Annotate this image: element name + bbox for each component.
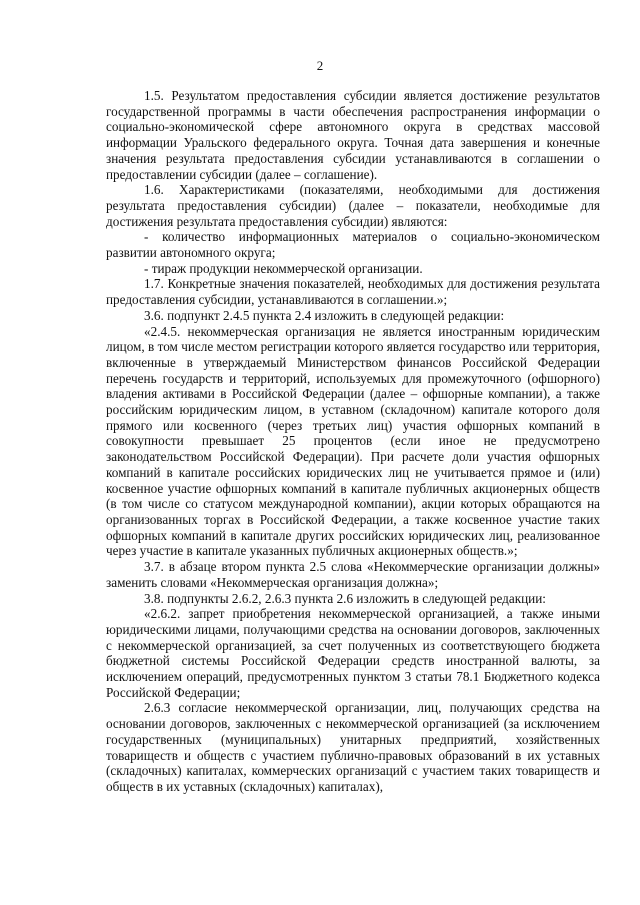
paragraph-3-7: 3.7. в абзаце втором пункта 2.5 слова «Некоммерческие организации должны» заменить словами «Некоммерческая организация должна»; [106, 559, 600, 590]
paragraph-3-6: 3.6. подпункт 2.4.5 пункта 2.4 изложить в следующей редакции: [144, 307, 505, 323]
paragraph-1-7: 1.7. Конкретные значения показателей, необходимых для достижения результата предоставления субсидии, устанавливаются в соглашении.»; [106, 276, 600, 308]
list-item-materials-count: - количество информационных материалов о социально-экономическом развитии автономного округа; [106, 229, 600, 261]
paragraph-1-5: 1.5. Результатом предоставления субсидии является достижение результатов государственной программы в части обеспечения распространения информации о социально-экономической сфере автономного округа в средствах массовой информации Уральского федерального округа. Точная дата завершения и конечные значения результата предоставления субсидии устанавливаются в соглашении о предоставлении субсидии (далее – соглашение). [106, 88, 600, 182]
list-item-circulation: - тираж продукции некоммерческой организации. [144, 260, 423, 276]
paragraph-1-6: 1.6. Характеристиками (показателями, необходимыми для достижения результата предоставления субсидии) (далее – показатели, необходимые для достижения результата предоставления субсидии) являются: [106, 182, 600, 229]
paragraph-2-4-5: «2.4.5. некоммерческая организация не является иностранным юридическим лицом, в том числе местом регистрации которого является государство или территория, включенные в утверждаемый Министерством финансов Российской Федерации перечень государств и территорий, используемых для промежуточного (офшорного) владения активами в Российской Федерации (далее – офшорные компании), а также российским юридическим лицом, в уставном (складочном) капитале которого доля прямого или косвенного (через третьих лиц) участия офшорных компаний в совокупности превышает 25 процентов (если иное не предусмотрено законодательством Российской Федерации). При расчете доли участия офшорных компаний в капитале российских юридических лиц не учитывается прямое и (или) косвенное участие офшорных компаний в капитале публичных акционерных обществ (в том числе со статусом международной компании), акции которых обращаются на организованных торгах в Российской Федерации, а также косвенное участие таких офшорных компаний в капитале других российских юридических лиц, реализованное через участие в капитале указанных публичных акционерных обществ.»; [106, 323, 600, 559]
page-number: 2 [316, 58, 324, 73]
document-body [106, 88, 600, 795]
paragraph-3-8: 3.8. подпункты 2.6.2, 2.6.3 пункта 2.6 изложить в следующей редакции: [144, 590, 546, 606]
paragraph-2-6-3: 2.6.3 согласие некоммерческой организации, лиц, получающих средства на основании договоров, заключенных с некоммерческой организацией (за исключением государственных (муниципальных) унитарных предприятий, хозяйственных товариществ и обществ с участием публично-правовых образований в их уставных (складочных) капиталах, коммерческих организаций с участием таких товариществ и обществ в их уставных (складочных) капиталах), [106, 700, 600, 794]
paragraph-2-6-2: «2.6.2. запрет приобретения некоммерческой организацией, а также иными юридическими лицами, получающими средства на основании договоров, заключенных с некоммерческой организацией, за счет полученных из соответствующего бюджета бюджетной системы Российской Федерации средств иностранной валюты, за исключением операций, предусмотренных пунктом 3 статьи 78.1 Бюджетного кодекса Российской Федерации; [106, 606, 600, 700]
